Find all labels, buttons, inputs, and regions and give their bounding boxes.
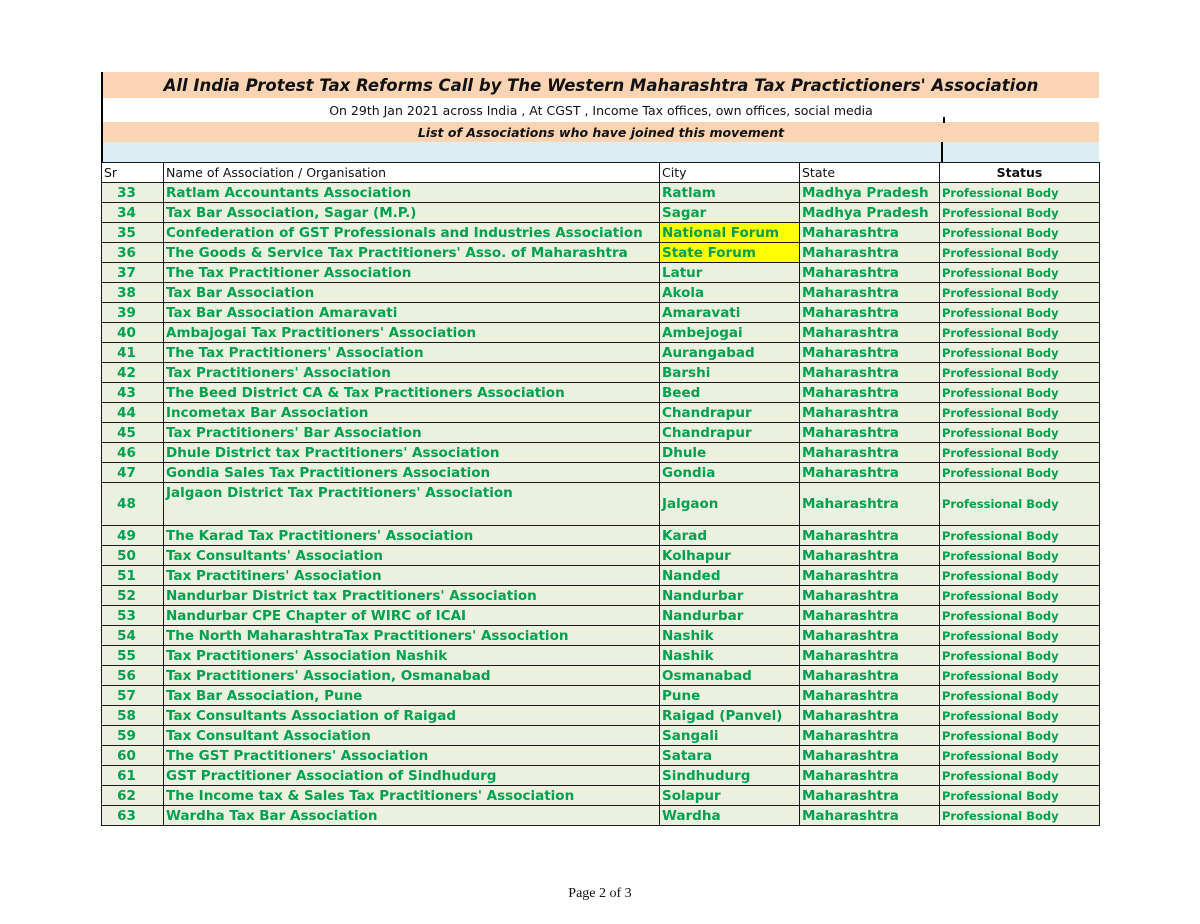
table-row (102, 686, 1100, 706)
cell-sr: 61 (102, 766, 164, 786)
cell-name: Tax Practitioners' Association Nashik (164, 646, 660, 666)
column-header-name: Name of Association / Organisation (164, 163, 660, 183)
cell-state: Maharashtra (800, 646, 940, 666)
cell-city: Chandrapur (660, 403, 800, 423)
cell-state: Maharashtra (800, 766, 940, 786)
subtitle-text: On 29th Jan 2021 across India , At CGST , Income Tax offices, own offices, social media (329, 102, 873, 118)
table-row (102, 343, 1100, 363)
cell-city: National Forum (660, 223, 800, 243)
cell-state: Maharashtra (800, 666, 940, 686)
table-row (102, 323, 1100, 343)
table-row (102, 546, 1100, 566)
table-row (102, 243, 1100, 263)
cell-name: Tax Consultant Association (164, 726, 660, 746)
cell-sr: 45 (102, 423, 164, 443)
page-number: Page 2 of 3 (568, 886, 632, 901)
cell-status: Professional Body (940, 566, 1100, 586)
cell-status: Professional Body (940, 263, 1100, 283)
cell-sr: 50 (102, 546, 164, 566)
cell-sr: 42 (102, 363, 164, 383)
table-row (102, 766, 1100, 786)
table-row (102, 223, 1100, 243)
table-row (102, 483, 1100, 526)
blank-cell (943, 142, 1099, 162)
cell-sr: 40 (102, 323, 164, 343)
cell-sr: 58 (102, 706, 164, 726)
cell-sr: 60 (102, 746, 164, 766)
cell-state: Maharashtra (800, 586, 940, 606)
cell-state: Maharashtra (800, 343, 940, 363)
table-row (102, 786, 1100, 806)
cell-sr: 54 (102, 626, 164, 646)
cell-city: Ambejogai (660, 323, 800, 343)
cell-name: Tax Practitiners' Association (164, 566, 660, 586)
cell-sr: 53 (102, 606, 164, 626)
cell-status: Professional Body (940, 283, 1100, 303)
cell-state: Maharashtra (800, 746, 940, 766)
table-row (102, 646, 1100, 666)
cell-state: Maharashtra (800, 383, 940, 403)
cell-city: Amaravati (660, 303, 800, 323)
cell-name-text: Jalgaon District Tax Practitioners' Association (166, 485, 513, 501)
cell-state: Madhya Pradesh (800, 203, 940, 223)
cell-city: Karad (660, 526, 800, 546)
table-row (102, 606, 1100, 626)
cell-city: Akola (660, 283, 800, 303)
cell-status: Professional Body (940, 646, 1100, 666)
cell-city: Sagar (660, 203, 800, 223)
cell-sr: 59 (102, 726, 164, 746)
cell-sr: 35 (102, 223, 164, 243)
table-row (102, 183, 1100, 203)
cell-sr: 47 (102, 463, 164, 483)
cell-state: Maharashtra (800, 323, 940, 343)
cell-status: Professional Body (940, 463, 1100, 483)
cell-state: Maharashtra (800, 706, 940, 726)
cell-name: Tax Bar Association, Sagar (M.P.) (164, 203, 660, 223)
cell-status: Professional Body (940, 546, 1100, 566)
table-row (102, 626, 1100, 646)
cell-name: GST Practitioner Association of Sindhudurg (164, 766, 660, 786)
cell-state: Maharashtra (800, 806, 940, 826)
cell-state: Maharashtra (800, 243, 940, 263)
cell-state: Maharashtra (800, 606, 940, 626)
cell-city: Nashik (660, 626, 800, 646)
cell-sr: 33 (102, 183, 164, 203)
cell-sr: 56 (102, 666, 164, 686)
cell-status: Professional Body (940, 746, 1100, 766)
cell-name: Nandurbar District tax Practitioners' Association (164, 586, 660, 606)
cell-city: Barshi (660, 363, 800, 383)
cell-status: Professional Body (940, 686, 1100, 706)
cell-status: Professional Body (940, 363, 1100, 383)
cell-status: Professional Body (940, 423, 1100, 443)
cell-state: Maharashtra (800, 726, 940, 746)
cell-name: Ratlam Accountants Association (164, 183, 660, 203)
cell-state: Maharashtra (800, 526, 940, 546)
cell-status: Professional Body (940, 483, 1100, 526)
cell-border-tick (943, 117, 945, 123)
cell-name: Tax Practitioners' Association (164, 363, 660, 383)
cell-name: The Tax Practitioner Association (164, 263, 660, 283)
table-row (102, 443, 1100, 463)
cell-city: Wardha (660, 806, 800, 826)
table-row (102, 666, 1100, 686)
cell-status: Professional Body (940, 526, 1100, 546)
cell-state: Maharashtra (800, 546, 940, 566)
spreadsheet-page (101, 72, 1099, 826)
cell-city: Sangali (660, 726, 800, 746)
cell-sr: 55 (102, 646, 164, 666)
cell-city: Chandrapur (660, 423, 800, 443)
cell-city: Nashik (660, 646, 800, 666)
blank-cell (103, 142, 943, 162)
cell-name: Tax Bar Association (164, 283, 660, 303)
list-heading: List of Associations who have joined this movement (101, 122, 1099, 142)
blank-separator-row (101, 142, 1099, 162)
cell-status: Professional Body (940, 626, 1100, 646)
cell-name: Wardha Tax Bar Association (164, 806, 660, 826)
cell-city: Nandurbar (660, 606, 800, 626)
cell-status: Professional Body (940, 606, 1100, 626)
cell-city: Kolhapur (660, 546, 800, 566)
cell-city: Raigad (Panvel) (660, 706, 800, 726)
cell-state: Madhya Pradesh (800, 183, 940, 203)
cell-sr: 63 (102, 806, 164, 826)
cell-name: Gondia Sales Tax Practitioners Association (164, 463, 660, 483)
cell-status: Professional Body (940, 706, 1100, 726)
cell-sr: 41 (102, 343, 164, 363)
table-row (102, 383, 1100, 403)
cell-city: Nanded (660, 566, 800, 586)
table-row (102, 706, 1100, 726)
table-row (102, 463, 1100, 483)
cell-state: Maharashtra (800, 443, 940, 463)
cell-sr: 37 (102, 263, 164, 283)
cell-state: Maharashtra (800, 626, 940, 646)
column-header-state: State (800, 163, 940, 183)
cell-name: Tax Bar Association, Pune (164, 686, 660, 706)
cell-sr: 48 (102, 483, 164, 526)
cell-name: The Beed District CA & Tax Practitioners Association (164, 383, 660, 403)
cell-state: Maharashtra (800, 463, 940, 483)
table-row (102, 423, 1100, 443)
cell-name: Incometax Bar Association (164, 403, 660, 423)
table-row (102, 586, 1100, 606)
table-row (102, 363, 1100, 383)
sheet-title: All India Protest Tax Reforms Call by The Western Maharashtra Tax Practictioners' Association (101, 72, 1099, 98)
cell-status: Professional Body (940, 223, 1100, 243)
cell-city: Satara (660, 746, 800, 766)
cell-name: Tax Consultants' Association (164, 546, 660, 566)
cell-sr: 62 (102, 786, 164, 806)
table-row (102, 526, 1100, 546)
cell-city: Gondia (660, 463, 800, 483)
cell-state: Maharashtra (800, 423, 940, 443)
table-row (102, 303, 1100, 323)
cell-status: Professional Body (940, 443, 1100, 463)
cell-sr: 38 (102, 283, 164, 303)
cell-status: Professional Body (940, 806, 1100, 826)
cell-sr: 39 (102, 303, 164, 323)
cell-name: Ambajogai Tax Practitioners' Association (164, 323, 660, 343)
cell-state: Maharashtra (800, 363, 940, 383)
table-row (102, 403, 1100, 423)
cell-status: Professional Body (940, 726, 1100, 746)
table-row (102, 726, 1100, 746)
cell-city: Ratlam (660, 183, 800, 203)
column-header-status: Status (940, 163, 1100, 183)
cell-state: Maharashtra (800, 223, 940, 243)
cell-name: The Income tax & Sales Tax Practitioners' Association (164, 786, 660, 806)
cell-name: The North MaharashtraTax Practitioners' Association (164, 626, 660, 646)
cell-city: Beed (660, 383, 800, 403)
cell-status: Professional Body (940, 203, 1100, 223)
cell-status: Professional Body (940, 403, 1100, 423)
cell-status: Professional Body (940, 383, 1100, 403)
cell-state: Maharashtra (800, 786, 940, 806)
cell-state: Maharashtra (800, 403, 940, 423)
cell-sr: 49 (102, 526, 164, 546)
cell-state: Maharashtra (800, 483, 940, 526)
cell-name: Tax Consultants Association of Raigad (164, 706, 660, 726)
cell-status: Professional Body (940, 766, 1100, 786)
sheet-subtitle (101, 98, 1099, 122)
cell-status: Professional Body (940, 183, 1100, 203)
table-row (102, 746, 1100, 766)
cell-sr: 46 (102, 443, 164, 463)
cell-name: The Tax Practitioners' Association (164, 343, 660, 363)
cell-status: Professional Body (940, 343, 1100, 363)
cell-sr: 52 (102, 586, 164, 606)
associations-table (101, 162, 1100, 826)
column-header-city: City (660, 163, 800, 183)
cell-city: State Forum (660, 243, 800, 263)
cell-city: Sindhudurg (660, 766, 800, 786)
cell-city: Aurangabad (660, 343, 800, 363)
cell-sr: 36 (102, 243, 164, 263)
table-row (102, 806, 1100, 826)
cell-state: Maharashtra (800, 283, 940, 303)
cell-sr: 51 (102, 566, 164, 586)
cell-name: Tax Bar Association Amaravati (164, 303, 660, 323)
cell-name: The GST Practitioners' Association (164, 746, 660, 766)
cell-sr: 34 (102, 203, 164, 223)
cell-sr: 43 (102, 383, 164, 403)
table-row (102, 203, 1100, 223)
table-row (102, 283, 1100, 303)
cell-city: Latur (660, 263, 800, 283)
cell-name: Dhule District tax Practitioners' Association (164, 443, 660, 463)
cell-status: Professional Body (940, 666, 1100, 686)
cell-state: Maharashtra (800, 566, 940, 586)
cell-city: Dhule (660, 443, 800, 463)
cell-city: Osmanabad (660, 666, 800, 686)
cell-name: Confederation of GST Professionals and Industries Association (164, 223, 660, 243)
cell-status: Professional Body (940, 586, 1100, 606)
cell-city: Solapur (660, 786, 800, 806)
cell-status: Professional Body (940, 303, 1100, 323)
cell-sr: 57 (102, 686, 164, 706)
cell-status: Professional Body (940, 243, 1100, 263)
table-header-row (102, 163, 1100, 183)
table-row (102, 263, 1100, 283)
cell-city: Pune (660, 686, 800, 706)
cell-status: Professional Body (940, 786, 1100, 806)
cell-name: The Karad Tax Practitioners' Association (164, 526, 660, 546)
cell-name: Tax Practitioners' Bar Association (164, 423, 660, 443)
cell-state: Maharashtra (800, 686, 940, 706)
table-row (102, 566, 1100, 586)
cell-name: Tax Practitioners' Association, Osmanabad (164, 666, 660, 686)
cell-city: Jalgaon (660, 483, 800, 526)
cell-status: Professional Body (940, 323, 1100, 343)
cell-name (164, 483, 660, 526)
cell-sr: 44 (102, 403, 164, 423)
cell-name: The Goods & Service Tax Practitioners' Asso. of Maharashtra (164, 243, 660, 263)
cell-state: Maharashtra (800, 303, 940, 323)
cell-name: Nandurbar CPE Chapter of WIRC of ICAI (164, 606, 660, 626)
column-header-sr: Sr (102, 163, 164, 183)
cell-city: Nandurbar (660, 586, 800, 606)
cell-state: Maharashtra (800, 263, 940, 283)
